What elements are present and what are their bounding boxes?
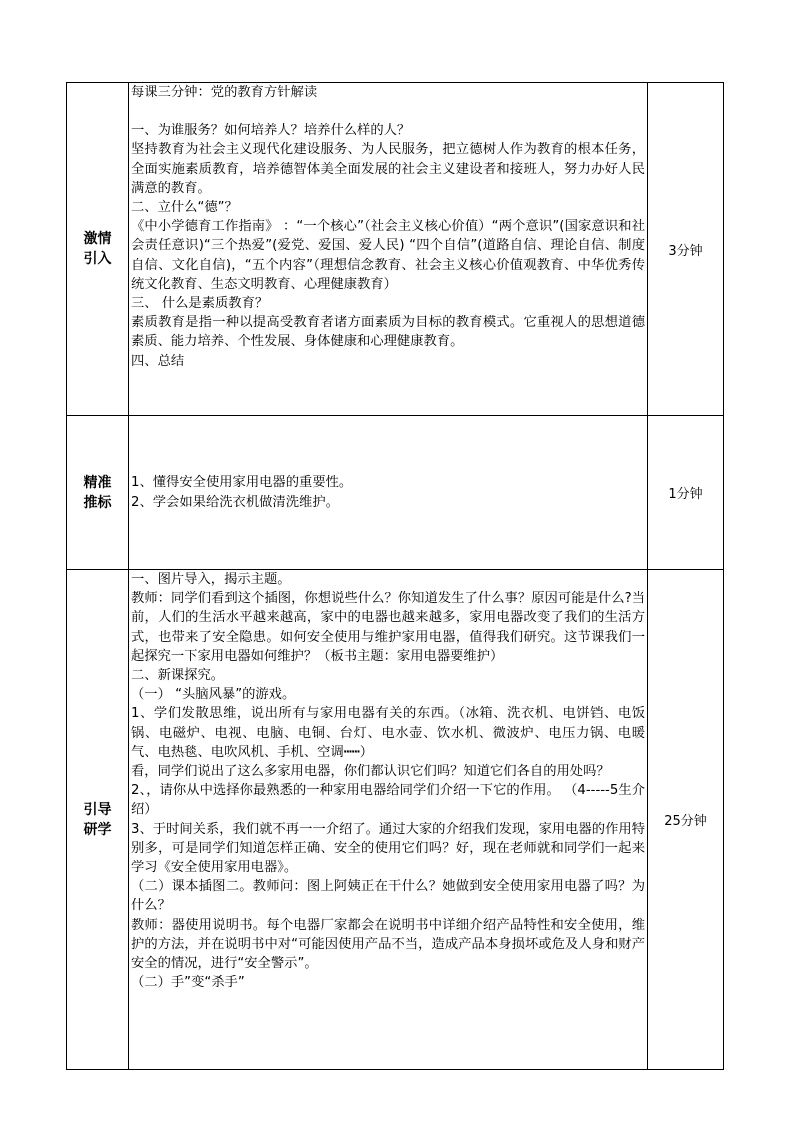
stage-content xyxy=(129,83,648,416)
stage-label-line2: 研学 xyxy=(83,821,112,838)
content-paragraph: 看，同学们说出了这么多家用电器，你们都认识它们吗？知道它们各自的用处吗？ xyxy=(131,764,610,780)
content-paragraph: 素质教育是指一种以提高受教育者诸方面素质为目标的教育模式。它重视人的思想道德素质、能力培养、个性发展、身体健康和心理健康教育。 xyxy=(131,315,645,350)
content-paragraph: 《中小学德育工作指南》 ：“一个核心”（社会主义核心价值）“两个意识”(国家意识和社会责任意识)“三个热爱”(爱党、爱国、爱人民) “四个自信”(道路自信、理论自信、制度自信、文化自信)，“五个内容”（理想信念教育、社会主义核心价值观教育、中华优秀传统文化教育、生态文明教育、心理健康教育） xyxy=(131,219,645,292)
content-paragraph: 2、学会如果给洗衣机做清洗维护。 xyxy=(131,494,339,510)
content-paragraph: 二、新课探究。 xyxy=(131,668,225,684)
content-paragraph: （一） “头脑风暴”的游戏。 xyxy=(131,687,296,703)
content-paragraph: 坚持教育为社会主义现代化建设服务、为人民服务，把立德树人作为教育的根本任务，全面实施素质教育，培养德智体美全面发展的社会主义建设者和接班人，努力办好人民满意的教育。 xyxy=(131,142,645,196)
content-paragraph: 教师：同学们看到这个插图，你想说些什么？你知道发生了什么事？原因可能是什么?当前，人们的生活水平越来越高，家中的电器也越来越多，家用电器改变了我们的生活方式，也带来了安全隐患。如何安全使用与维护家用电器，值得我们研究。这节课我们一起探究一下家用电器如何维护？（板书主题：家用电器要维护） xyxy=(131,591,645,664)
content-paragraph: 2、，请你从中选择你最熟悉的一种家用电器给同学们介绍一下它的作用。 （4-----5生介绍） xyxy=(131,783,645,818)
row-introduction xyxy=(67,83,724,416)
stage-label xyxy=(67,570,129,1070)
content-paragraph: 一、为谁服务？如何培养人？培养什么样的人？ xyxy=(131,123,411,139)
stage-label xyxy=(67,416,129,570)
row-guided-study xyxy=(67,570,724,1070)
stage-label-line2: 推标 xyxy=(83,494,112,511)
stage-label-line1: 引导 xyxy=(83,801,112,818)
content-paragraph: 教师：器使用说明书。每个电器厂家都会在说明书中详细介绍产品特性和安全使用，维护的方法，并在说明书中对“可能因使用产品不当，造成产品本身损坏或危及人身和财产安全的情况，进行“安全警示”。 xyxy=(131,917,645,972)
content-paragraph: 3、于时间关系，我们就不再一一介绍了。通过大家的介绍我们发现，家用电器的作用特别多，可是同学们知道怎样正确、安全的使用它们吗？好，现在老师就和同学们一起来学习《安全使用家用电器》。 xyxy=(131,821,645,876)
lesson-plan-table xyxy=(66,82,724,1070)
stage-label-line1: 激情 xyxy=(83,231,112,247)
content-paragraph: 1、学们发散思维，说出所有与家用电器有关的东西。（冰箱、洗衣机、电饼铛、电饭锅、电磁炉、电视、电脑、电铜、台灯、电水壶、饮水机、微波炉、电压力锅、电暖气、电热毯、电吹风机、手机、空调┅┅） xyxy=(131,706,645,760)
content-paragraph: 三、 什么是素质教育？ xyxy=(131,296,269,312)
stage-content xyxy=(129,570,648,1070)
stage-duration: 3分钟 xyxy=(648,83,724,416)
content-paragraph: 二、立什么“德”？ xyxy=(131,200,238,216)
stage-label-line2: 引入 xyxy=(83,251,112,267)
stage-duration: 1分钟 xyxy=(648,416,724,570)
stage-label xyxy=(67,83,129,416)
content-paragraph: 一、图片导入，揭示主题。 xyxy=(131,572,291,587)
content-title: 每课三分钟：党的教育方针解读 xyxy=(131,85,318,100)
stage-content xyxy=(129,416,648,570)
blank-line xyxy=(131,102,645,121)
content-paragraph: 1、懂得安全使用家用电器的重要性。 xyxy=(131,475,353,491)
stage-label-line1: 精准 xyxy=(83,474,112,491)
content-paragraph: 四、总结 xyxy=(131,353,185,369)
content-paragraph: （二）手”变“杀手” xyxy=(131,975,245,991)
stage-duration: 25分钟 xyxy=(648,570,724,1070)
row-objectives xyxy=(67,416,724,570)
content-paragraph: （二）课本插图二。教师问：图上阿姨正在干什么？她做到安全使用家用电器了吗？为什么？ xyxy=(131,879,645,914)
